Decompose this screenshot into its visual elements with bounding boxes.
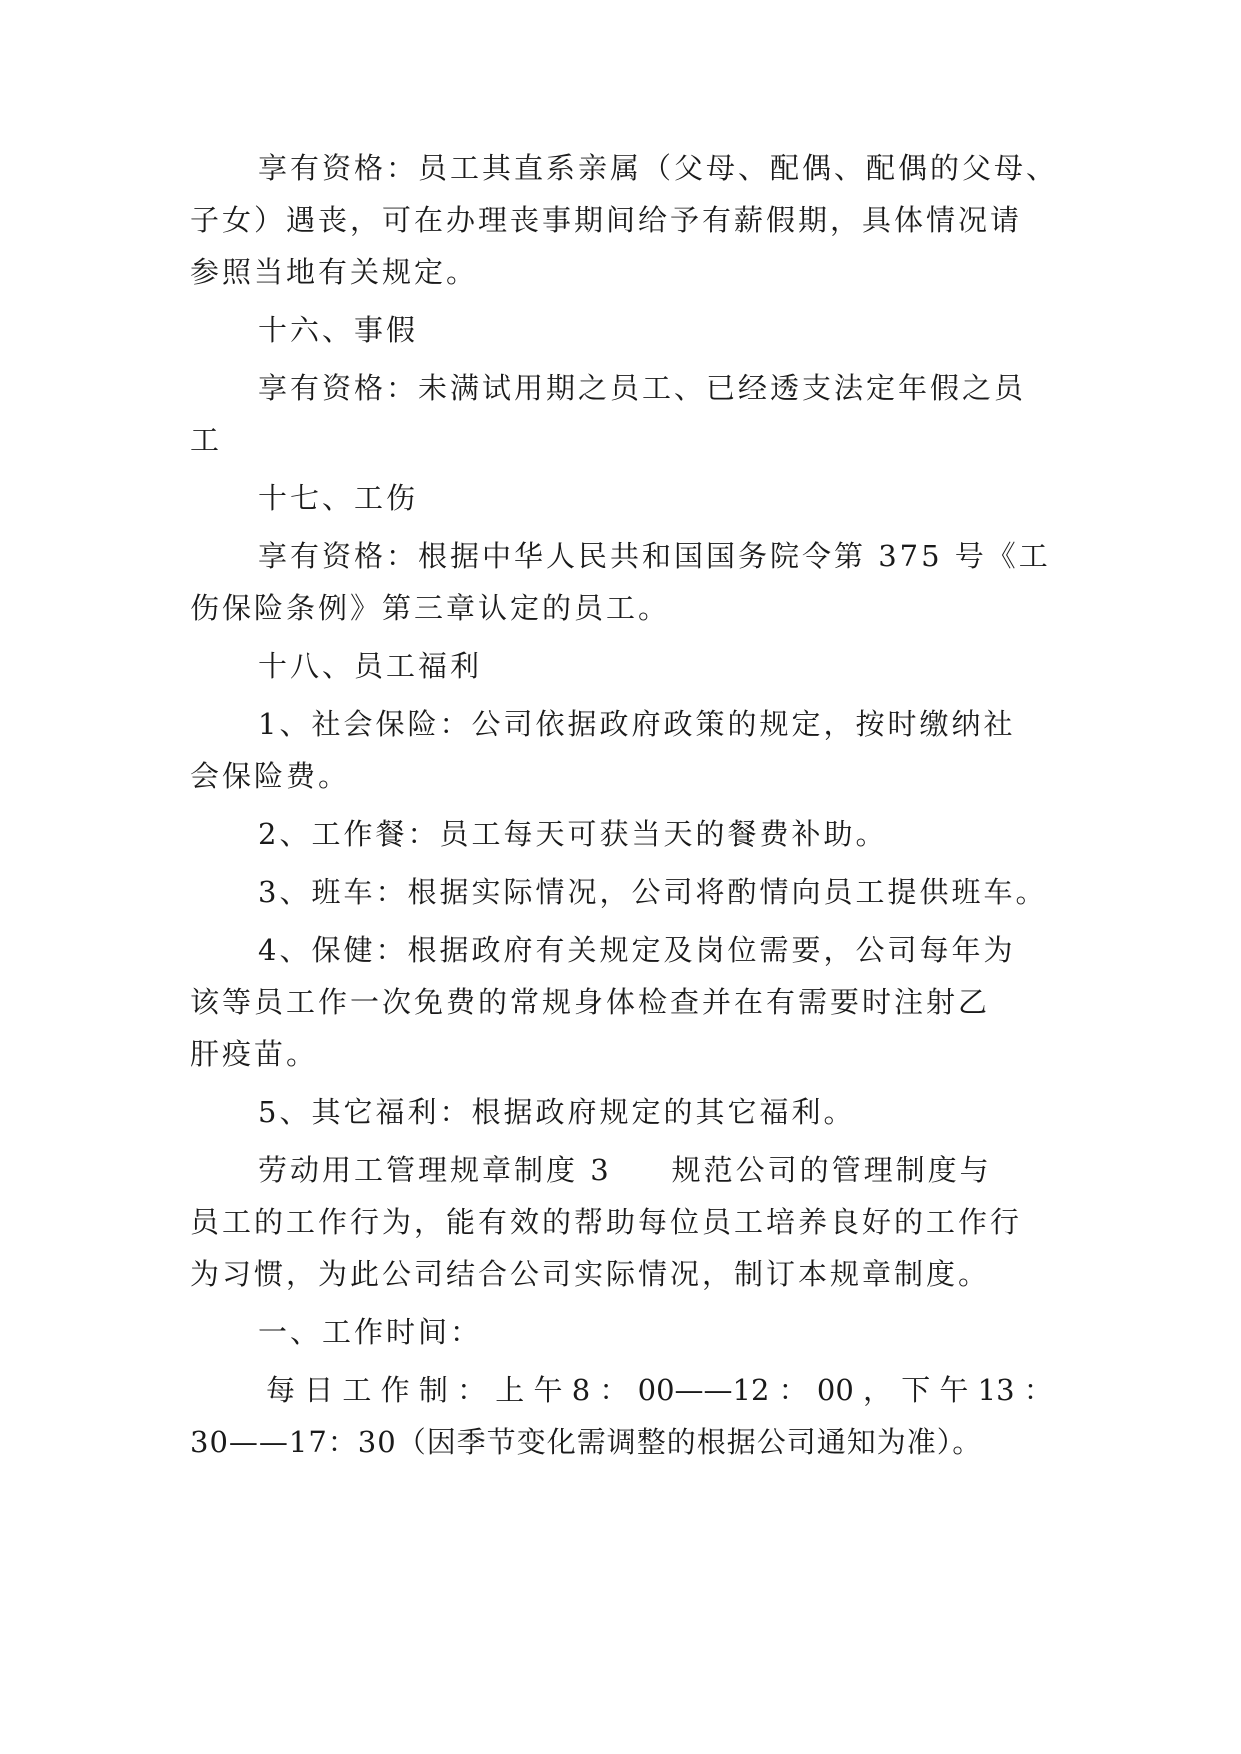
- paragraph-line: 30——17：30（因季节变化需调整的根据公司通知为准）。: [190, 1425, 983, 1459]
- list-item: 3、班车：根据实际情况，公司将酌情向员工提供班车。: [258, 875, 1048, 909]
- list-item: 2、工作餐：员工每天可获当天的餐费补助。: [258, 817, 888, 851]
- paragraph-line: 享有资格：未满试用期之员工、已经透支法定年假之员: [258, 371, 1027, 405]
- paragraph-line: 享有资格：根据中华人民共和国国务院令第 375 号《工: [258, 539, 1051, 573]
- paragraph-line: 为习惯，为此公司结合公司实际情况，制订本规章制度。: [190, 1257, 991, 1291]
- paragraph-line: 每 日 工 作 制 ： 上 午 8 ： 00——12 ： 00 ， 下 午 13 ：: [266, 1373, 1053, 1407]
- paragraph-line: 会保险费。: [190, 759, 351, 793]
- document-title-line: [258, 1150, 992, 1190]
- paragraph-line: 伤保险条例》第三章认定的员工。: [190, 591, 671, 625]
- list-item: 5、其它福利：根据政府规定的其它福利。: [258, 1095, 856, 1129]
- paragraph-line: 工: [190, 423, 223, 457]
- intro-text: 规范公司的管理制度与: [671, 1153, 992, 1187]
- paragraph-line: 员工的工作行为，能有效的帮助每位员工培养良好的工作行: [190, 1205, 1023, 1239]
- paragraph-line: 肝疫苗。: [190, 1037, 319, 1071]
- list-item: 4、保健：根据政府有关规定及岗位需要，公司每年为: [258, 933, 1016, 967]
- list-item: 1、社会保险：公司依据政府政策的规定，按时缴纳社: [258, 707, 1016, 741]
- document-title: 劳动用工管理规章制度 3: [258, 1153, 612, 1187]
- paragraph-line: 参照当地有关规定。: [190, 255, 479, 289]
- section-heading: 十八、员工福利: [258, 649, 483, 683]
- paragraph-line: 该等员工作一次免费的常规身体检查并在有需要时注射乙: [190, 985, 991, 1019]
- section-heading: 十七、工伤: [258, 481, 419, 515]
- section-heading: 十六、事假: [258, 313, 419, 347]
- paragraph-line: 享有资格：员工其直系亲属（父母、配偶、配偶的父母、: [258, 151, 1059, 185]
- paragraph-line: 子女）遇丧，可在办理丧事期间给予有薪假期，具体情况请: [190, 203, 1023, 237]
- section-heading: 一、工作时间：: [258, 1315, 483, 1349]
